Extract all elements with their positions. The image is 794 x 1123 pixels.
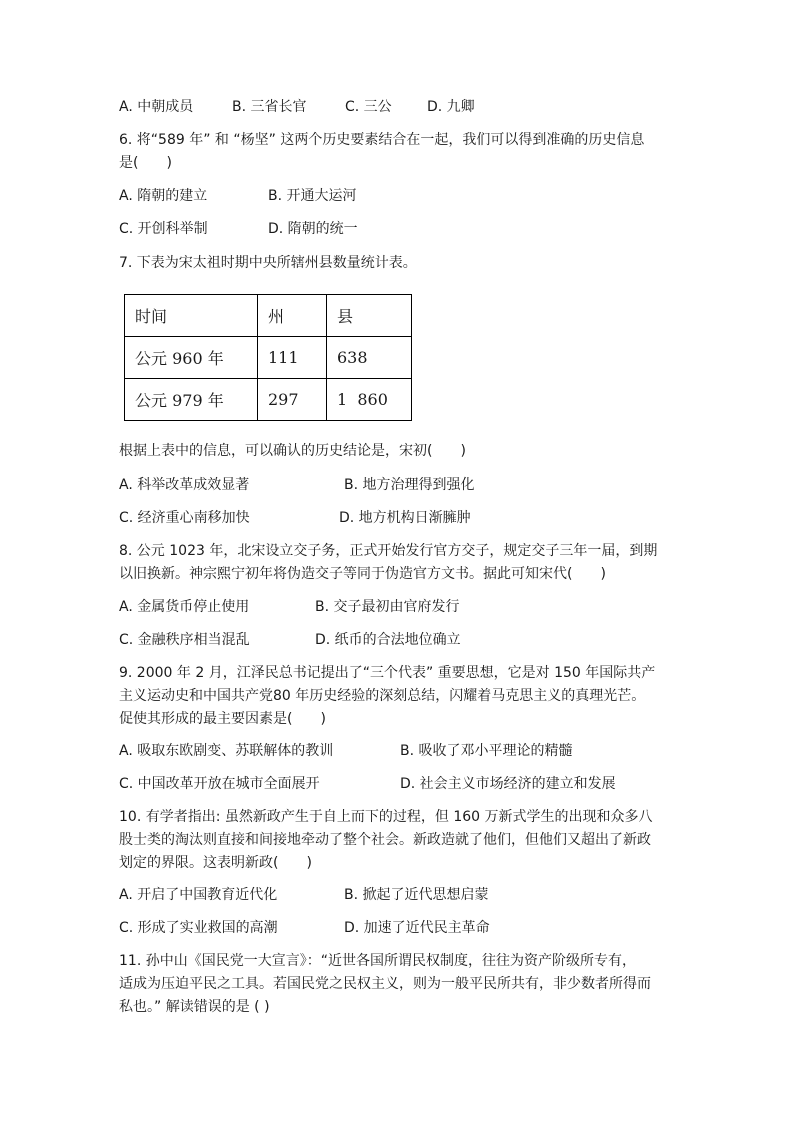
q9-option-d: D. 社会主义市场经济的建立和发展 xyxy=(400,776,616,792)
q11-stem-line1: 11. 孙中山《国民党一大宣言》：“近世各国所谓民权制度，往往为资产阶级所专有， xyxy=(119,953,636,969)
q10-stem-line2: 股士类的淘汰则直接和间接地牵动了整个社会。新政造就了他们，但他们又超出了新政 xyxy=(119,832,651,848)
q5-option-c: C. 三公 xyxy=(345,99,392,115)
q10-stem-line1: 10. 有学者指出: 虽然新政产生于自上而下的过程，但 160 万新式学生的出现和众多八 xyxy=(119,809,653,825)
q7-option-c: C. 经济重心南移加快 xyxy=(119,510,250,526)
q6-option-b: B. 开通大运河 xyxy=(268,188,357,204)
q9-option-a: A. 吸取东欧剧变、苏联解体的教训 xyxy=(119,743,334,759)
table-cell: 297 xyxy=(258,379,327,421)
table-cell: 111 xyxy=(258,337,327,379)
q7-option-a: A. 科举改革成效显著 xyxy=(119,477,250,493)
table-row xyxy=(125,337,412,379)
q6-option-a: A. 隋朝的建立 xyxy=(119,188,208,204)
q5-option-b: B. 三省长官 xyxy=(232,99,307,115)
table-cell: 1 860 xyxy=(327,379,412,421)
q11-stem-line2: 适成为压迫平民之工具。若国民党之民权主义，则为一般平民所共有，非少数者所得而 xyxy=(119,976,651,992)
q10-option-d: D. 加速了近代民主革命 xyxy=(344,920,490,936)
q9-option-c: C. 中国改革开放在城市全面展开 xyxy=(119,776,320,792)
q8-stem-line2: 以旧换新。神宗熙宁初年将伪造交子等同于伪造官方文书。据此可知宋代( ) xyxy=(119,566,606,582)
q6-option-c: C. 开创科举制 xyxy=(119,221,208,237)
q7-question: 根据上表中的信息，可以确认的历史结论是，宋初( ) xyxy=(119,443,466,459)
q9-stem-line3: 促使其形成的最主要因素是( ) xyxy=(119,711,326,727)
table-cell: 公元 960 年 xyxy=(125,337,258,379)
q9-stem-line1: 9. 2000 年 2 月，江泽民总书记提出了“三个代表” 重要思想，它是对 150 年国际共产 xyxy=(119,665,656,681)
table-cell: 638 xyxy=(327,337,412,379)
table-header-xian: 县 xyxy=(327,295,412,337)
q8-option-a: A. 金属货币停止使用 xyxy=(119,599,250,615)
q7-stem: 7. 下表为宋太祖时期中央所辖州县数量统计表。 xyxy=(119,255,417,271)
table-cell: 公元 979 年 xyxy=(125,379,258,421)
q10-stem-line3: 划定的界限。这表明新政( ) xyxy=(119,855,312,871)
q8-stem-line1: 8. 公元 1023 年，北宋设立交子务，正式开始发行官方交子，规定交子三年一届，到期 xyxy=(119,543,658,559)
q7-statistics-table xyxy=(124,294,412,421)
q6-option-d: D. 隋朝的统一 xyxy=(268,221,358,237)
q9-option-b: B. 吸收了邓小平理论的精髓 xyxy=(400,743,573,759)
q11-stem-line3: 私也。” 解读错误的是 ( ) xyxy=(119,999,270,1015)
q10-option-a: A. 开启了中国教育近代化 xyxy=(119,887,278,903)
q5-option-a: A. 中朝成员 xyxy=(119,99,194,115)
table-header-zhou: 州 xyxy=(258,295,327,337)
q8-option-d: D. 纸币的合法地位确立 xyxy=(315,632,461,648)
q6-stem-line1: 6. 将“589 年” 和 “杨坚” 这两个历史要素结合在一起，我们可以得到准确的历史信息 xyxy=(119,132,645,148)
q7-option-d: D. 地方机构日渐臃肿 xyxy=(339,510,471,526)
q7-option-b: B. 地方治理得到强化 xyxy=(344,477,475,493)
q5-option-d: D. 九卿 xyxy=(427,99,475,115)
q8-option-b: B. 交子最初由官府发行 xyxy=(315,599,460,615)
q10-option-b: B. 掀起了近代思想启蒙 xyxy=(344,887,489,903)
q6-stem-line2: 是( ) xyxy=(119,155,172,171)
q10-option-c: C. 形成了实业救国的高潮 xyxy=(119,920,278,936)
q9-stem-line2: 主义运动史和中国共产党80 年历史经验的深刻总结，闪耀着马克思主义的真理光芒。 xyxy=(119,688,646,704)
q8-option-c: C. 金融秩序相当混乱 xyxy=(119,632,250,648)
table-header-row xyxy=(125,295,412,337)
table-row xyxy=(125,379,412,421)
table-header-time: 时间 xyxy=(125,295,258,337)
